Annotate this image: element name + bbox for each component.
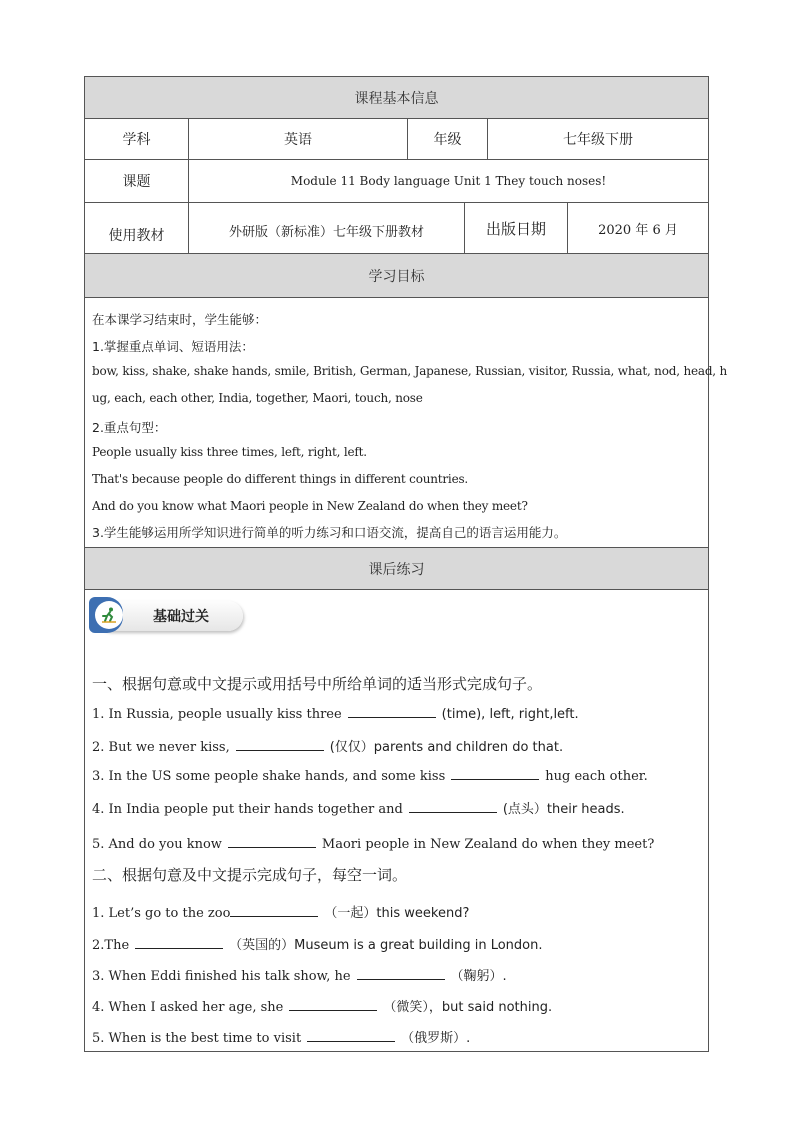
answer-blank[interactable]: [230, 904, 318, 917]
goals-line: ug, each, each other, India, together, Maori, touch, nose: [92, 391, 423, 405]
goals-line: 3.学生能够运用所学知识进行简单的听力练习和口语交流，提高自己的语言运用能力。: [92, 525, 567, 540]
goals-line: 1.掌握重点单词、短语用法：: [92, 339, 254, 354]
grade-label: 年级: [408, 119, 488, 160]
topic-value: Module 11 Body language Unit 1 They touch noses!: [189, 160, 708, 203]
answer-blank[interactable]: [357, 967, 445, 980]
badge-label: 基础过关: [153, 609, 209, 625]
goals-line: And do you know what Maori people in New Zealand do when they meet?: [92, 499, 528, 513]
basics-badge: [89, 597, 239, 633]
answer-blank[interactable]: [236, 738, 324, 751]
answer-blank[interactable]: [409, 800, 497, 813]
part1-item: 4. In India people put their hands together and (点头）their heads.: [92, 802, 625, 817]
part2-item: 5. When is the best time to visit （俄罗斯）.: [92, 1031, 471, 1046]
running-figure-icon: [95, 601, 123, 629]
grade-value: 七年级下册: [488, 119, 708, 160]
answer-blank[interactable]: [451, 767, 539, 780]
goals-body: [85, 298, 728, 548]
part2-item: 2.The （英国的）Museum is a great building in London.: [92, 938, 543, 953]
part1-title: 一、根据句意或中文提示或用括号中所给单词的适当形式完成句子。: [92, 675, 543, 693]
part1-item: 2. But we never kiss, (仅仅）parents and children do that.: [92, 740, 564, 755]
topic-label: 课题: [85, 160, 189, 203]
goals-header: 学习目标: [85, 254, 708, 298]
lesson-sheet: [84, 76, 728, 1052]
subject-label: 学科: [85, 119, 189, 160]
goals-line: People usually kiss three times, left, right, left.: [92, 445, 367, 459]
part2-item: 1. Let’s go to the zoo （一起）this weekend?: [92, 906, 470, 921]
exercises-header: 课后练习: [85, 548, 708, 590]
goals-line: 2.重点句型：: [92, 420, 167, 435]
part2-item: 3. When Eddi finished his talk show, he （鞠躬）.: [92, 969, 507, 984]
badge-icon-frame: [89, 597, 123, 633]
goals-line: 在本课学习结束时，学生能够：: [92, 312, 268, 327]
textbook-value: 外研版（新标准）七年级下册教材: [189, 203, 465, 254]
part2-title: 二、根据句意及中文提示完成句子，每空一词。: [92, 866, 408, 884]
answer-blank[interactable]: [289, 998, 377, 1011]
answer-blank[interactable]: [348, 705, 436, 718]
part2-item: 4. When I asked her age, she （微笑），but said nothing.: [92, 1000, 553, 1015]
answer-blank[interactable]: [307, 1029, 395, 1042]
textbook-label: 使用教材: [85, 203, 189, 254]
goals-line: bow, kiss, shake, shake hands, smile, British, German, Japanese, Russian, visitor, Russia, what, nod, head, h: [92, 364, 728, 378]
subject-value: 英语: [189, 119, 408, 160]
answer-blank[interactable]: [135, 936, 223, 949]
answer-blank[interactable]: [228, 835, 316, 848]
course-info-header: 课程基本信息: [85, 77, 708, 119]
pubdate-label: 出版日期: [465, 203, 568, 254]
part1-item: 1. In Russia, people usually kiss three (time), left, right,left.: [92, 707, 579, 722]
goals-line: That's because people do different things in different countries.: [92, 472, 469, 486]
part1-item: 3. In the US some people shake hands, and some kiss hug each other.: [92, 769, 648, 784]
part1-item: 5. And do you know Maori people in New Zealand do when they meet?: [92, 837, 655, 852]
pubdate-value: 2020 年 6 月: [568, 203, 708, 254]
